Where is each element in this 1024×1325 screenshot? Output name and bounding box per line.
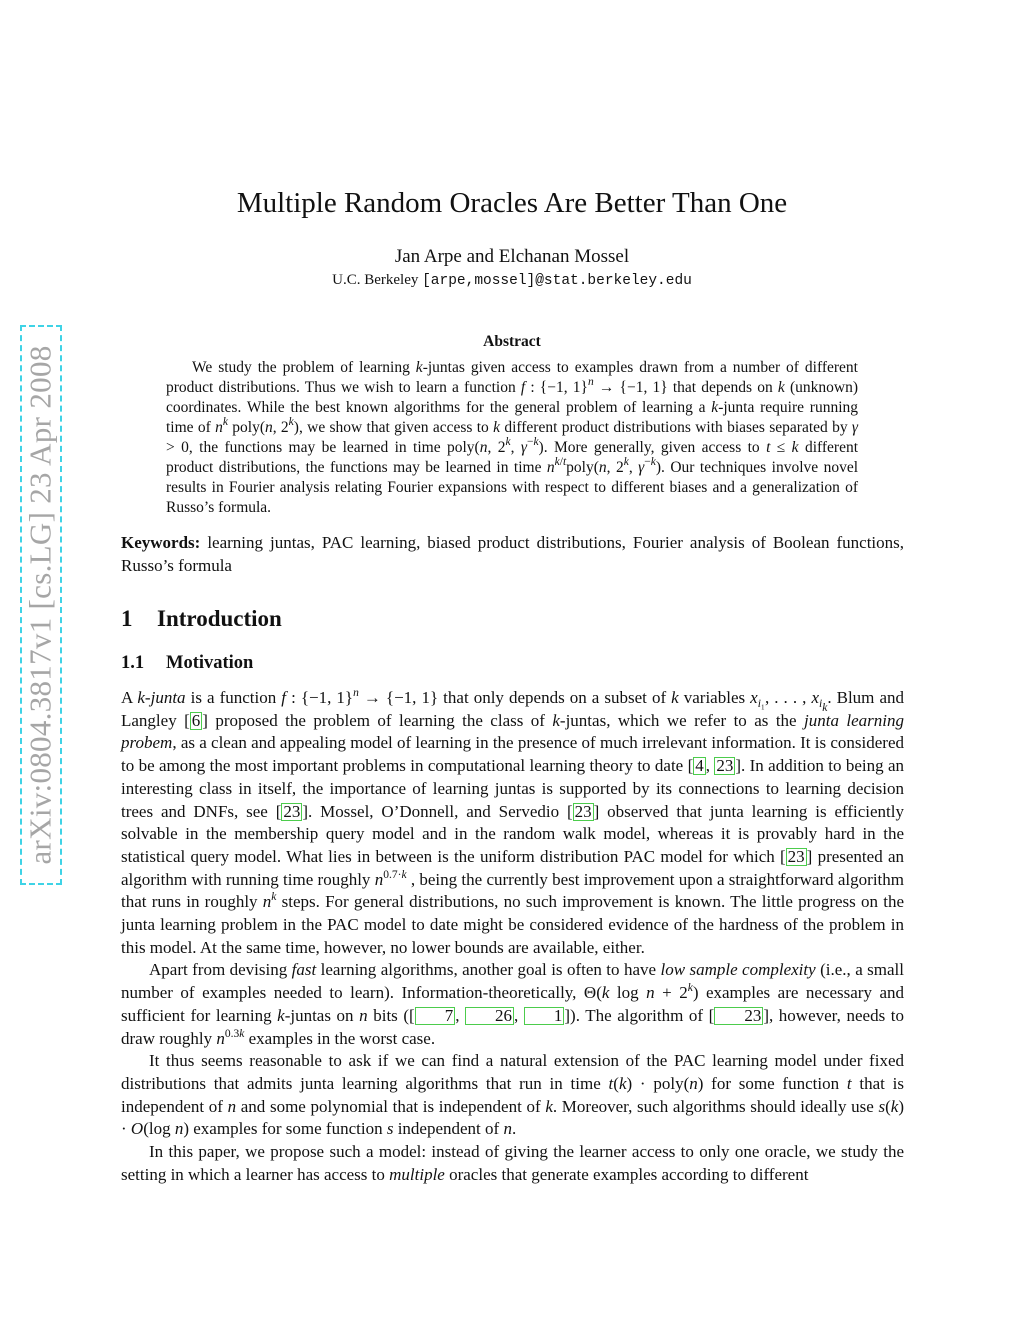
authors: Jan Arpe and Elchanan Mossel xyxy=(394,246,630,267)
citation-link[interactable]: 6 xyxy=(191,710,201,730)
section-number: 1 xyxy=(121,606,133,631)
citation-link[interactable]: 1 xyxy=(524,1007,565,1025)
keywords-label: Keywords: xyxy=(121,533,201,552)
citation-link[interactable]: 23 xyxy=(716,756,734,776)
abstract-heading: Abstract xyxy=(483,333,541,350)
subsection-title: Motivation xyxy=(166,653,254,673)
subsection-heading xyxy=(121,653,253,674)
body-text xyxy=(121,687,904,1186)
paper-title: Multiple Random Oracles Are Better Than One xyxy=(236,187,788,219)
citation-link[interactable]: 23 xyxy=(787,846,805,866)
subsection-number: 1.1 xyxy=(121,653,145,673)
paragraph: It thus seems reasonable to ask if we can find a natural extension of the PAC learning model under fixed distributions that admits junta learning algorithms that run in time t(k) · poly(n) for some function t that is independent of n and some polynomial that is independent of k. Moreover, such algorithms should ideally use s(k) · O(log n) examples for some function s independent of n. xyxy=(121,1051,905,1139)
arxiv-stamp xyxy=(20,325,62,885)
affiliation-line xyxy=(0,272,1024,289)
arxiv-stamp-text: arXiv:0804.3817v1 [cs.LG] 23 Apr 2008 xyxy=(23,345,58,865)
affiliation: U.C. Berkeley xyxy=(332,272,419,288)
citation-link[interactable]: 4 xyxy=(695,756,704,776)
citation-link[interactable]: 23 xyxy=(574,801,592,821)
citation-link[interactable]: 26 xyxy=(465,1007,514,1025)
citation-link[interactable]: 7 xyxy=(415,1007,456,1025)
keywords xyxy=(121,532,904,577)
citation-link[interactable]: 23 xyxy=(714,1007,763,1025)
paragraph: In this paper, we propose such a model: instead of giving the learner access to only one oracle, we study the setting in which a learner has access to multiple oracles that generate examples according to different xyxy=(121,1142,904,1184)
citation-link[interactable]: 23 xyxy=(283,801,301,821)
section-heading xyxy=(121,606,282,632)
paragraph: Apart from devising fast learning algorithms, another goal is often to have low sample complexity (i.e., a small number of examples needed to learn). Information-theoretically, Θ(k $\log n + 2^k$) examples are necessary and sufficient for learning k-juntas on n bits ([ 7 , 26 , 1 ]). The algorithm of [ 23 ], however, needs to draw roughly $n^{0.3k}$ examples in the worst case. xyxy=(121,960,905,1048)
keywords-text: learning juntas, PAC learning, biased product distributions, Fourier analysis of Boolean functions, Russo’s formula xyxy=(121,533,905,575)
paragraph: A k-junta is a function f : {−1, 1}$^n$ → {−1, 1} that only depends on a subset of k variables $x_{i_1}$, . . . , $x_{i_k}$. Blum and Langley [ 6 ] proposed the problem of learning the class of k-juntas, which we refer to as the junta learning probem, as a clean and appealing model of learning in the presence of much irrelevant information. It is considered to be among the most important problems in computational learning theory to date [ 4 , 23 ]. In addition to being an interesting class in itself, the importance of learning juntas is supported by its connections to learning decision trees and DNFs, see [ 23 ]. Mossel, O’Donnell, and Servedio [ 23 ] observed that junta learning is efficiently solvable in the membership query model and in the random walk model, whereas it is provably hard in the statistical query model. What lies in between is the uniform distribution PAC model for which [ 23 ] presented an algorithm with running time roughly $n^{0.7\cdot k}$ , being the currently best improvement upon a straightforward algorithm that runs in roughly $n^k$ steps. For general distributions, no such improvement is known. The little progress on the junta learning problem in the PAC model to date might be considered evidence of the hardness of the problem in this model. At the same time, however, no lower bounds are available, either. xyxy=(121,687,905,957)
author-email[interactable]: [arpe,mossel]@stat.berkeley.edu xyxy=(422,273,692,289)
section-title: Introduction xyxy=(157,606,282,631)
abstract-body: We study the problem of learning k-juntas given access to examples drawn from a number of different product distributions. Thus we wish to learn a function f : {−1, 1}$^n$ → {−1, 1} that depends on k (unknown) coordinates. While the best known algorithms for the general problem of learning a k-junta require running time of $n^k$ poly(n, 2$^k$), we show that given access to k different product distributions with biases separated by γ > 0, the functions may be learned in time poly(n, 2$^k$, $\gamma^{-k}$). More generally, given access to t ≤ k different product distributions, the functions may be learned in time $n^{k/t}poly(n$, 2$^k$, $\gamma^{-k}$). Our techniques involve novel results in Fourier analysis relating Fourier expansions with respect to different biases and a generalization of Russo’s formula. xyxy=(166,359,859,516)
